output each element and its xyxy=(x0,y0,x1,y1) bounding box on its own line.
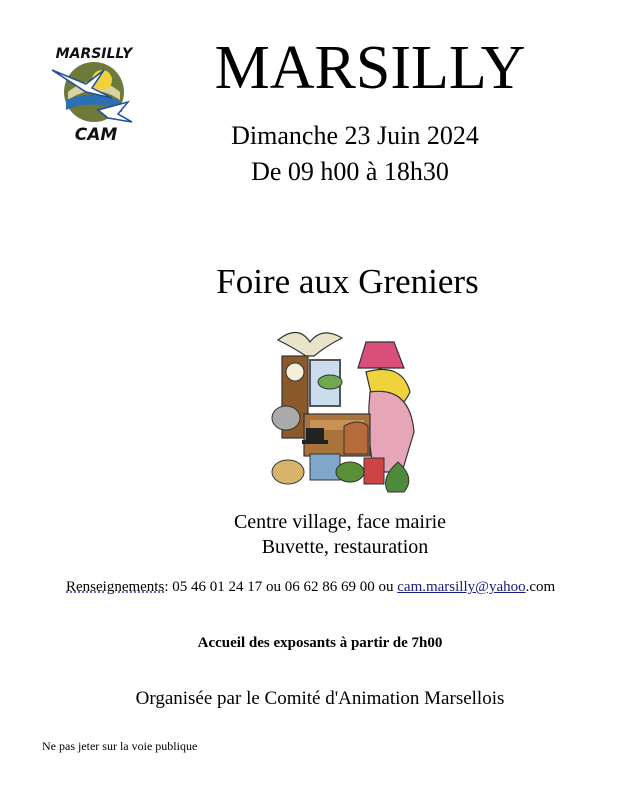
logo-bottom-text: CAM xyxy=(74,125,118,144)
contact-email-suffix: .com xyxy=(525,579,556,595)
litter-notice: Ne pas jeter sur la voie publique xyxy=(42,739,198,753)
event-location: Centre village, face mairie xyxy=(233,511,447,533)
contact-phones: 05 46 01 24 17 ou 06 62 86 69 00 ou xyxy=(168,579,398,595)
event-date: Dimanche 23 Juin 2024 xyxy=(231,121,479,150)
attic-items-illustration xyxy=(270,322,422,498)
logo-top-text: MARSILLY xyxy=(55,46,133,62)
organizer: Organisée par le Comité d'Animation Marsellois xyxy=(135,688,505,709)
event-food: Buvette, restauration xyxy=(261,536,429,558)
contact-line xyxy=(66,577,606,597)
event-name: Foire aux Greniers xyxy=(216,262,479,301)
event-hours: De 09 h00 à 18h30 xyxy=(251,157,449,186)
page-title: MARSILLY xyxy=(214,34,526,102)
marsilly-cam-logo xyxy=(46,40,142,144)
contact-email-link[interactable]: cam.marsilly@yahoo xyxy=(397,579,526,595)
contact-label: Renseignements xyxy=(66,579,165,595)
exhibitor-reception: Accueil des exposants à partir de 7h00 xyxy=(197,635,443,651)
contact-colon: : xyxy=(164,579,169,595)
